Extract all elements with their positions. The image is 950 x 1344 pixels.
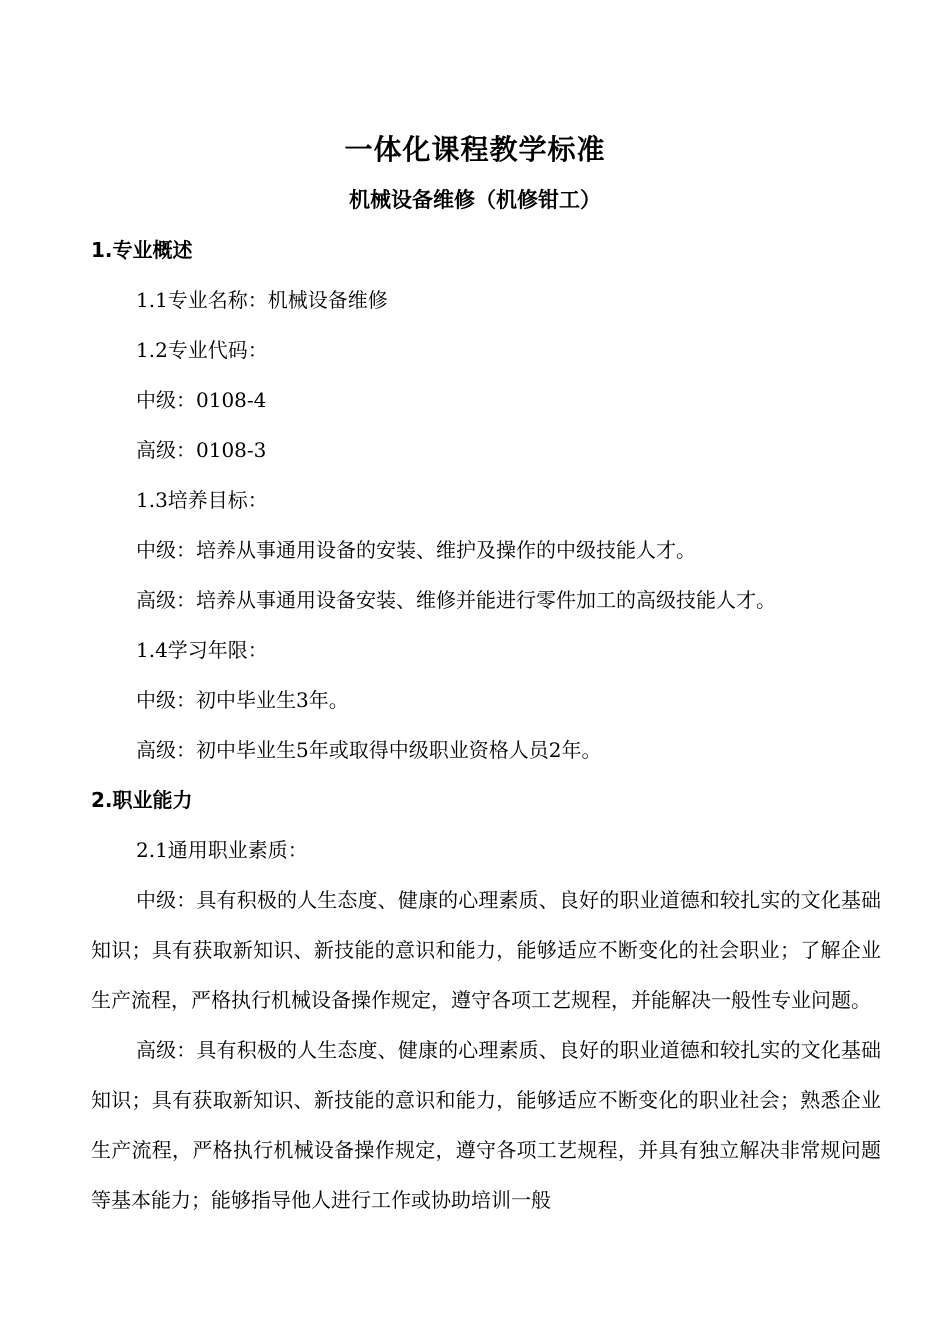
section-heading: 2.职业能力 <box>91 788 193 812</box>
body-paragraph: 高级：具有积极的人生态度、健康的心理素质、良好的职业道德和较扎实的文化基础知识；具有获取新知识、新技能的意识和能力，能够适应不断变化的职业社会；熟悉企业生产流程，严格执行机械设备操作规定，遵守各项工艺规程，并具有独立解决非常规问题等基本能力；能够指导他人进行工作或协助培训一般 <box>91 1038 881 1212</box>
text-line: 高级：培养从事通用设备安装、维修并能进行零件加工的高级技能人才。 <box>136 588 776 612</box>
section-heading: 1.专业概述 <box>91 238 193 262</box>
text-line: 1.3培养目标： <box>136 488 268 512</box>
text-line: 高级：初中毕业生5年或取得中级职业资格人员2年。 <box>136 738 602 762</box>
document-subtitle: 机械设备维修（机修钳工） <box>349 188 601 212</box>
text-line: 1.1专业名称：机械设备维修 <box>136 288 388 312</box>
text-line: 中级：0108-4 <box>136 388 267 412</box>
text-line: 1.4学习年限： <box>136 638 268 662</box>
text-line: 高级：0108-3 <box>136 438 267 462</box>
text-line: 1.2专业代码： <box>136 338 268 362</box>
document-body <box>91 232 881 1232</box>
text-line: 2.1通用职业素质： <box>136 838 308 862</box>
text-line: 中级：初中毕业生3年。 <box>136 688 349 712</box>
document-title: 一体化课程教学标准 <box>344 133 606 166</box>
body-paragraph: 中级：具有积极的人生态度、健康的心理素质、良好的职业道德和较扎实的文化基础知识；具有获取新知识、新技能的意识和能力，能够适应不断变化的社会职业；了解企业生产流程，严格执行机械设备操作规定，遵守各项工艺规程，并能解决一般性专业问题。 <box>91 888 881 1012</box>
text-line: 中级：培养从事通用设备的安装、维护及操作的中级技能人才。 <box>136 538 696 562</box>
